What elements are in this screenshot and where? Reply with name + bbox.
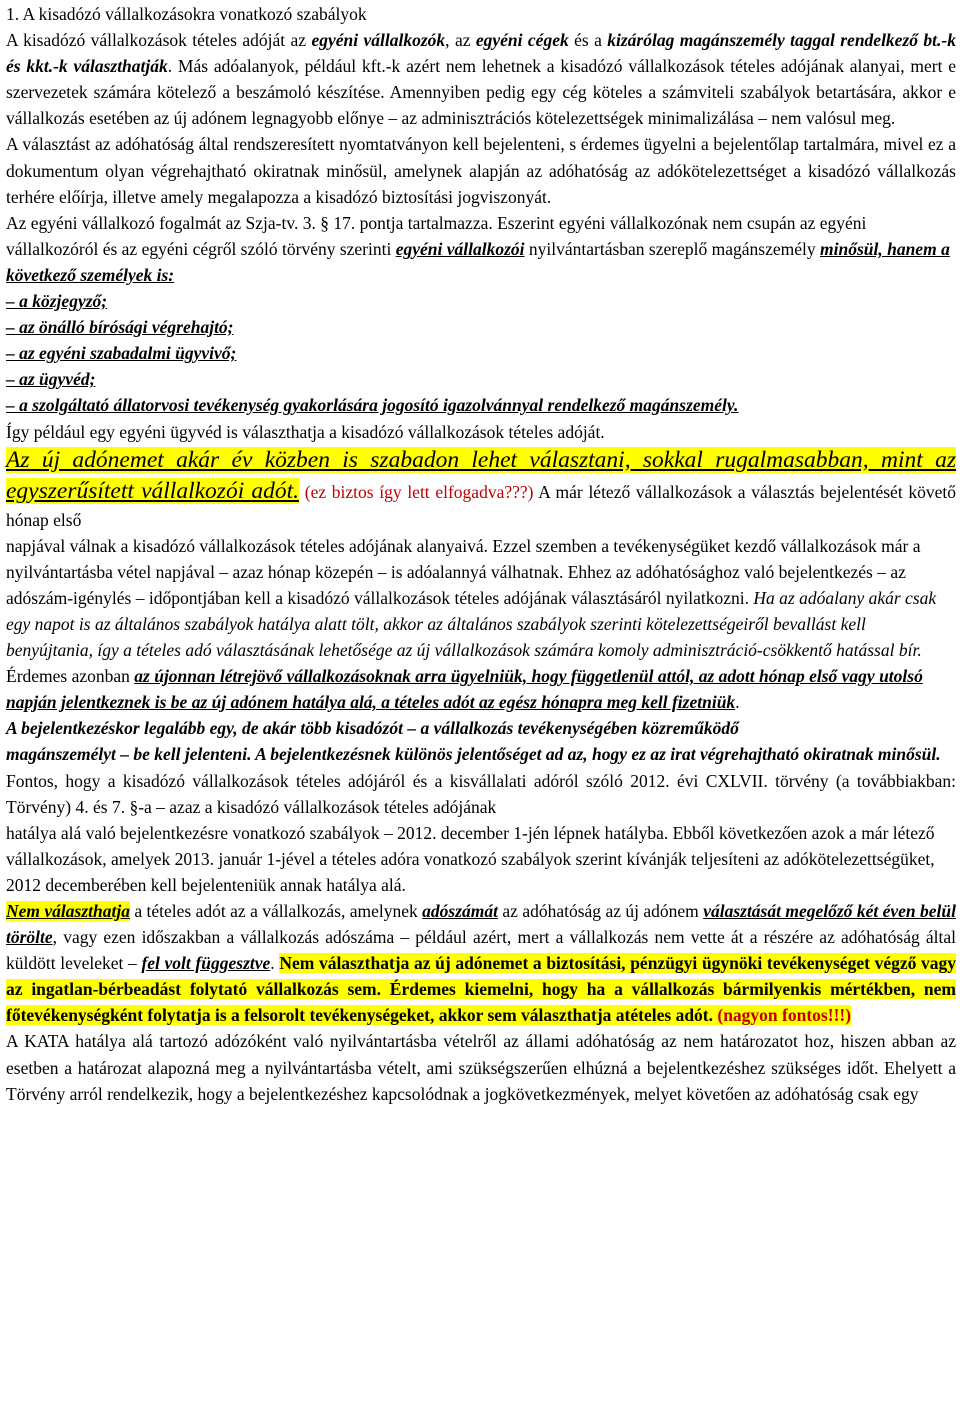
- paragraph-december-registration: hatálya alá való bejelentkezésre vonatkozó szabályok – 2012. december 1-jén lépnek hatályba. Ebből következően azok a már létező vállalkozások, amelyek 2013. január 1-jével a tételes adóra vonatkozó szabályok szerint kívánják teljesíteni az adókötelezettségüket, 2012 decemberében kell bejelenteniük annak hatálya alá.: [6, 822, 935, 895]
- paragraph-exclusions: Nem választhatja a tételes adót az a vállalkozás, amelynek adószámát az adóhatóság az új adónem választását megelőző két éven belül törölte, vagy ezen időszakban a vállalkozás adószáma – például azért, mert a vállalkozás nem vette át a részére az adóhatóság által küldött leveleket – fel volt függesztve. Nem választhatja az új adónemet a biztosítási, pénzügyi ügynöki tevékenységet végző vagy az ingatlan-bérbeadást folytató vállalkozás sem. Érdemes kiemelni, hogy ha a vállalkozás bármilyenkis mértékben, nem főtevékenységként folytatja is a felsorolt tevékenységeket, akkor sem választhatja atételes adót. (nagyon fontos!!!): [6, 901, 957, 1026]
- highlighted-statement: Az új adónemet akár év közben is szabadon lehet választani, sokkal rugalmasabban, mint az egyszerűsített vállalkozói adót.: [6, 446, 956, 504]
- qualifying-persons-list: [6, 288, 956, 418]
- paragraph-registration-requirement: A bejelentkezéskor legalább egy, de akár több kisadózót – a vállalkozás tevékenységében közreműködő: [6, 718, 739, 739]
- editor-note: (nagyon fontos!!!): [713, 1005, 852, 1026]
- list-item: – az egyéni szabadalmi ügyvivő;: [6, 343, 237, 364]
- paragraph-registration-form: A választást az adóhatóság által rendszeresített nyomtatványon kell bejelenteni, s érdemes ügyelni a bejelentőlap tartalmára, mivel ez a dokumentum olyan végrehajtható okiratnak minősül, amelynek alapján az adóhatóság az adókötelezettséget a kisadózó vállalkozás terhére előírja, illetve amely megalapozza a kisadózó biztosítási jogviszonyát.: [6, 134, 956, 207]
- paragraph-subject-start: napjával válnak a kisadózó vállalkozások tételes adójának alanyaivá. Ezzel szemben a tevékenységüket kezdő vállalkozások már a nyilvántartásba vétel napjával – azaz hónap közepén – is adóalannyá válhatnak. Ehhez az adóhatósághoz való bejelentkezés – az adószám-igénylés – időpontjában kell a kisadózó vállalkozások tételes adójának választásáról nyilatkozni. Ha az adóalany akár csak egy napot is az általános szabályok hatálya alatt tölt, akkor az általános szabályok szerinti kötelezettségeiről bevallást kell benyújtania, így a tételes adó választásának lehetősége az új vállalkozások számára komoly adminisztráció-csökkentő hatással bír. Érdemes azonban az újonnan létrejövő vállalkozásoknak arra ügyelniük, hogy függetlenül attól, az adott hónap első vagy utolsó napján jelentkeznek is be az új adónem hatálya alá, a tételes adót az egész hónapra meg kell fizetniük.: [6, 535, 937, 713]
- list-item: – az ügyvéd;: [6, 369, 96, 390]
- highlighted-keyword: Nem választhatja: [6, 901, 130, 921]
- paragraph-mid-year-choice: Az új adónemet akár év közben is szabadon lehet választani, sokkal rugalmasabban, mint az egyszerűsített vállalkozói adót. (ez biztos így lett elfogadva???) A már létező vállalkozások a választás bejelentését követő hónap első: [6, 446, 956, 530]
- highlighted-exclusion-text: Nem választhatja az új adónemet a biztosítási, pénzügyi ügynöki tevékenységet végző vagy az ingatlan-bérbeadást folytató vállalkozás sem. Érdemes kiemelni, hogy ha a vállalkozás bármilyenkis mértékben, nem főtevékenységként folytatja is a felsorolt tevékenységeket, akkor sem választhatja atételes adót.: [6, 953, 956, 1026]
- paragraph-enforceable-document: magánszemélyt – be kell jelenteni. A bejelentkezésnek különös jelentőséget ad az, hogy ez az irat végrehajtható okiratnak minősül.: [6, 744, 941, 765]
- paragraph-kata-registration: A KATA hatálya alá tartozó adózóként való nyilvántartásba vételről az állami adóhatóság az nem határozatot hoz, hiszen abban az esetben a határozat alapozná meg a nyilvántartásba vételt, ami szükségszerűen elhúzná a bejelentkezéshez szükséges időt. Ehelyett a Törvény arról rendelkezik, hogy a bejelentkezéshez kapcsolódnak a jogkövetkezmények, melyet követően az adóhatóság csak egy: [6, 1031, 956, 1104]
- list-item: – az önálló bírósági végrehajtó;: [6, 317, 234, 338]
- paragraph-lawyer-example: Így például egy egyéni ügyvéd is választhatja a kisadózó vállalkozások tételes adóját.: [6, 421, 605, 442]
- editor-note: (ez biztos így lett elfogadva???): [299, 481, 534, 502]
- paragraph-eligible-entities: A kisadózó vállalkozások tételes adóját az egyéni vállalkozók, az egyéni cégek és a kizárólag magánszemély taggal rendelkező bt.-k és kkt.-k választhatják. Más adóalanyok, például kft.-k azért nem lehetnek a kisadózó vállalkozások tételes adójának alanyai, mert e szervezetek számára kötelező a beszámoló készítése. Amennyiben pedig egy cég köteles a számviteli szabályok betartására, akkor e vállalkozás esetében az új adónem legnagyobb előnye – az adminisztrációs kötelezettségek minimalizálása – nem valósul meg.: [6, 30, 957, 129]
- paragraph-effective-date: Fontos, hogy a kisadózó vállalkozások tételes adójáról és a kisvállalati adóról szóló 2012. évi CXLVII. törvény (a továbbiakban: Törvény) 4. és 7. §-a – azaz a kisadózó vállalkozások tételes adójának: [6, 770, 956, 817]
- paragraph-sole-trader-definition: Az egyéni vállalkozó fogalmát az Szja-tv. 3. § 17. pontja tartalmazza. Eszerint egyéni vállalkozónak nem csupán az egyéni vállalkozóról és az egyéni cégről szóló törvény szerinti egyéni vállalkozói nyilvántartásban szereplő magánszemély minősül, hanem a következő személyek is:: [6, 212, 950, 285]
- list-item: – a szolgáltató állatorvosi tevékenység gyakorlására jogosító igazolvánnyal rendelkező magánszemély.: [6, 395, 739, 416]
- section-heading: 1. A kisadózó vállalkozásokra vonatkozó szabályok: [6, 4, 367, 24]
- list-item: – a közjegyző;: [6, 291, 108, 312]
